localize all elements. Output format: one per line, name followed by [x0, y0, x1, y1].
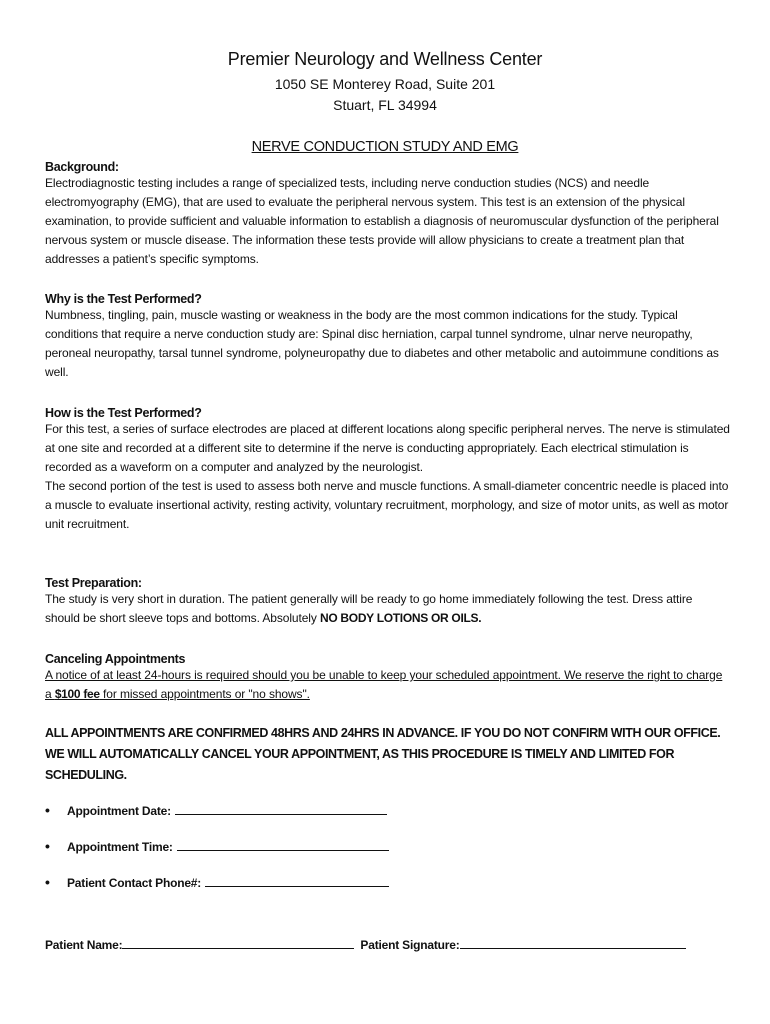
- patient-signature-label: Patient Signature:: [360, 938, 460, 952]
- background-text: Electrodiagnostic testing includes a range of specialized tests, including nerve conduction studies (NCS) and needle electromyography (EMG), that are used to evaluate the peripheral nervous system. This test is an extension of the physical examination, to provide sufficient and valuable information to establish a diagnosis of neuromuscular dysfunction of the peripheral nervous system or muscle disease. The information these tests provide will allow physicians to create a treatment plan that addresses a patient’s specific symptoms.: [45, 176, 719, 266]
- cancellation-fee: $100 fee: [54, 687, 100, 701]
- preparation-heading: Test Preparation:: [45, 576, 142, 590]
- bullet-icon: •: [45, 874, 50, 890]
- document-title: NERVE CONDUCTION STUDY AND EMG: [251, 139, 519, 155]
- patient-name-field[interactable]: [122, 936, 354, 949]
- appointment-date-row: [45, 802, 387, 818]
- appointment-time-field[interactable]: [177, 838, 389, 851]
- preparation-text: [45, 590, 730, 628]
- preparation-warning: NO BODY LOTIONS OR OILS.: [319, 611, 482, 625]
- how-text: [45, 420, 730, 534]
- patient-signature-field[interactable]: [460, 936, 686, 949]
- background-heading: Background:: [45, 160, 119, 174]
- patient-name-label: Patient Name:: [45, 938, 123, 952]
- address-line-1: 1050 SE Monterey Road, Suite 201: [274, 76, 496, 92]
- why-text: Numbness, tingling, pain, muscle wasting or weakness in the body are the most common indications for the study. Typical conditions that require a nerve conduction study are: Spinal disc herniation, carpal tunnel syndrome, ulnar nerve neuropathy, peroneal neuropathy, tarsal tunnel syndrome, polyneuropathy due to diabetes and other metabolic and autoimmune conditions as well.: [45, 308, 719, 379]
- canceling-body-end: for missed appointments or "no shows".: [99, 687, 310, 701]
- address-line-2: Stuart, FL 34994: [333, 97, 437, 113]
- appointment-time-label: Appointment Time:: [67, 840, 173, 854]
- why-section: [45, 292, 730, 382]
- preparation-section: [45, 576, 730, 628]
- how-heading: How is the Test Performed?: [45, 406, 202, 420]
- clinic-name: Premier Neurology and Wellness Center: [227, 49, 543, 69]
- why-heading: Why is the Test Performed?: [45, 292, 202, 306]
- appointment-date-label: Appointment Date:: [67, 804, 171, 818]
- canceling-section: [45, 652, 730, 704]
- confirmation-notice: ALL APPOINTMENTS ARE CONFIRMED 48HRS AND 24HRS IN ADVANCE. IF YOU DO NOT CONFIRM WITH OUR OFFICE. WE WILL AUTOMATICALLY CANCEL YOUR APPOINTMENT, AS THIS PROCEDURE IS TIMELY AND LIMITED FOR SCHEDULING.: [45, 726, 721, 782]
- background-section: [45, 160, 730, 269]
- contact-phone-label: Patient Contact Phone#:: [67, 876, 202, 890]
- canceling-heading: Canceling Appointments: [45, 652, 186, 666]
- canceling-body: A notice of at least 24-hours is required should you be unable to keep your scheduled appointment. We reserve the right to charge a: [45, 668, 723, 701]
- how-text-paragraph-2: The second portion of the test is used to assess both nerve and muscle functions. A small-diameter concentric needle is placed into a muscle to evaluate insertional activity, resting activity, voluntary recruitment, morphology, and size of motor units, as well as motor unit recruitment.: [45, 479, 729, 531]
- how-text-paragraph-1: For this test, a series of surface electrodes are placed at different locations along specific peripheral nerves. The nerve is stimulated at one site and recorded at a different site to determine if the nerve is conducting appropriately. Each electrical stimulation is recorded as a waveform on a computer and analyzed by the neurologist.: [45, 422, 730, 474]
- signature-row: [45, 936, 686, 952]
- bullet-icon: •: [45, 838, 50, 854]
- appointment-time-row: [45, 838, 389, 854]
- preparation-body: The study is very short in duration. The patient generally will be ready to go home immediately following the test. Dress attire should be short sleeve tops and bottoms. Absolutely: [45, 592, 693, 625]
- appointment-date-field[interactable]: [175, 802, 387, 815]
- contact-phone-row: [45, 874, 389, 890]
- how-section: [45, 406, 730, 534]
- bullet-icon: •: [45, 802, 50, 818]
- canceling-text: [45, 666, 730, 704]
- contact-phone-field[interactable]: [205, 874, 389, 887]
